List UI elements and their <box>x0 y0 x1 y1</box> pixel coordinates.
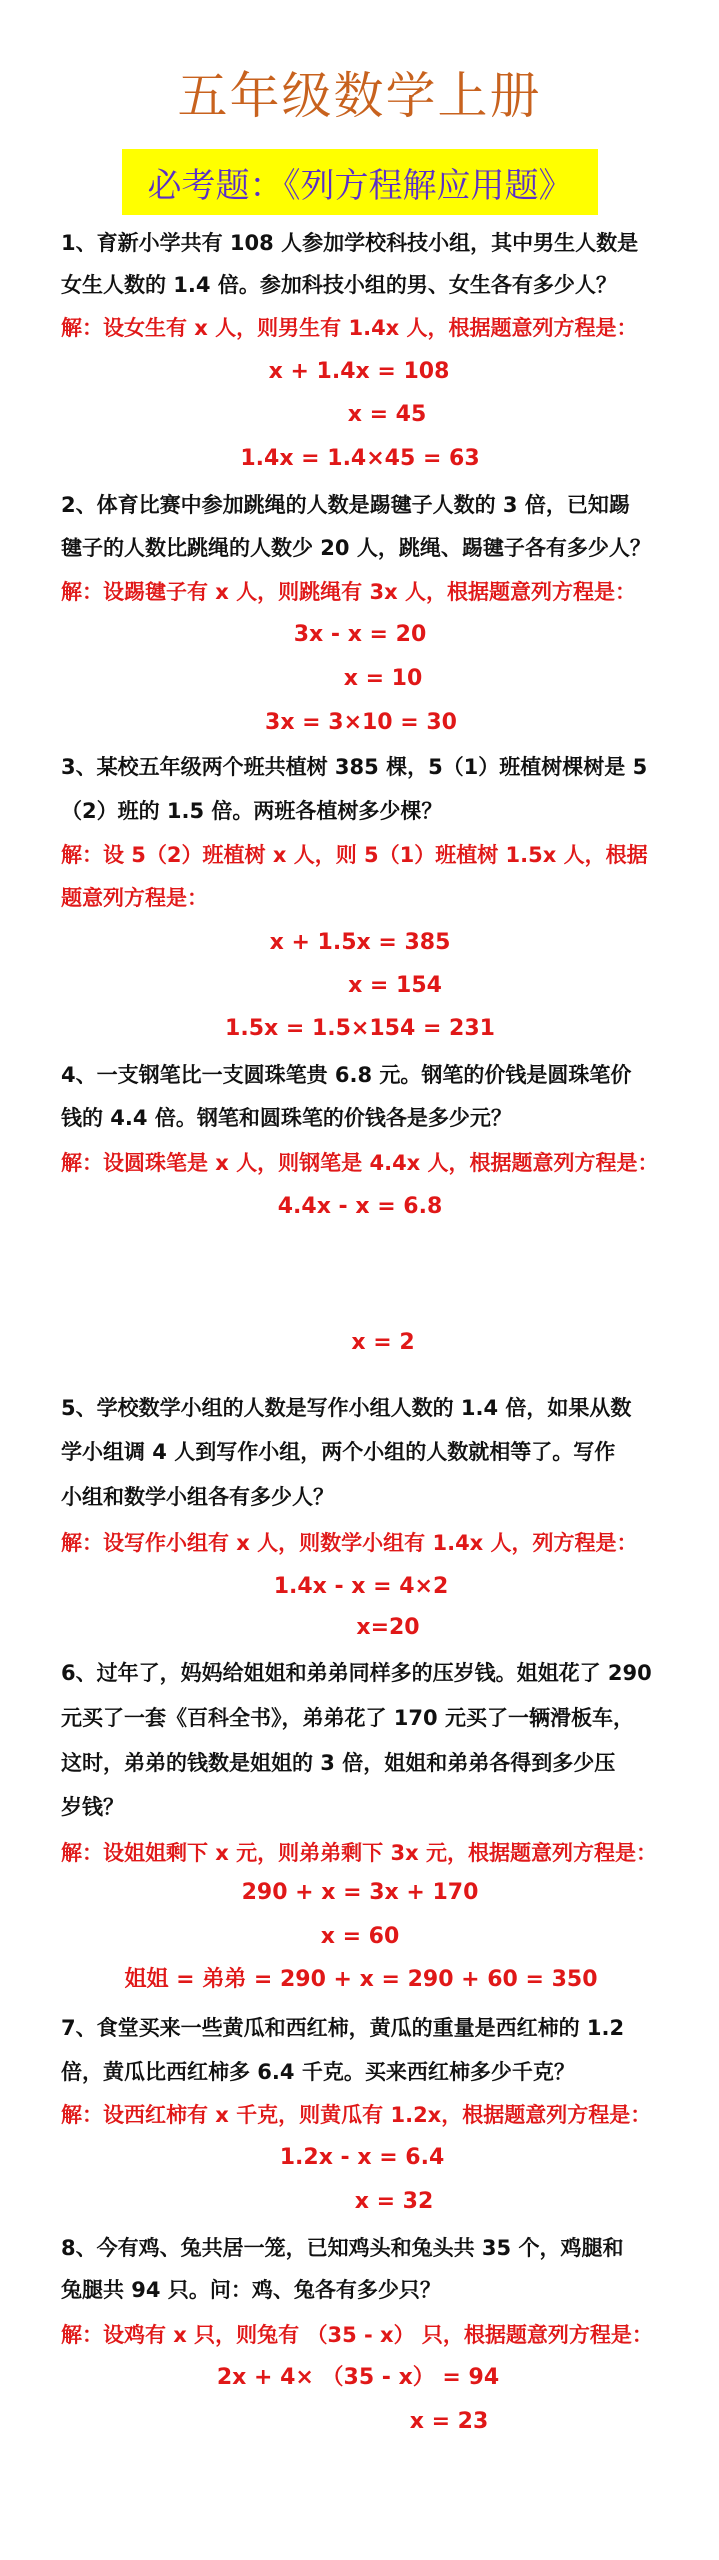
question-line: 钱的 4.4 倍。钢笔和圆珠笔的价钱各是多少元？ <box>61 1106 512 1130</box>
equation: 姐姐 = 弟弟 = 290 + x = 290 + 60 = 350 <box>124 1967 598 1992</box>
question-line: 5、学校数学小组的人数是写作小组人数的 1.4 倍，如果从数 <box>61 1396 632 1420</box>
equation: 2x + 4× （35 - x） = 94 <box>216 2365 500 2390</box>
question-line: （2）班的 1.5 倍。两班各植树多少棵？ <box>61 799 443 823</box>
equation: 1.2x - x = 6.4 <box>279 2145 445 2170</box>
equation: x = 10 <box>343 666 423 691</box>
question-line: 女生人数的 1.4 倍。参加科技小组的男、女生各有多少人？ <box>61 273 617 297</box>
question-line: 元买了一套《百科全书》，弟弟花了 170 元买了一辆滑板车， <box>61 1706 634 1730</box>
question-line: 6、过年了，妈妈给姐姐和弟弟同样多的压岁钱。姐姐花了 290 <box>61 1661 652 1685</box>
solution-line: 解：设圆珠笔是 x 人，则钢笔是 4.4x 人，根据题意列方程是： <box>61 1151 659 1175</box>
subtitle-banner <box>122 149 598 215</box>
equation: 1.4x - x = 4×2 <box>273 1574 449 1599</box>
solution-line: 解：设女生有 x 人，则男生有 1.4x 人，根据题意列方程是： <box>61 316 638 340</box>
question-line: 倍，黄瓜比西红柿多 6.4 千克。买来西红柿多少千克？ <box>61 2060 575 2084</box>
question-line: 这时，弟弟的钱数是姐姐的 3 倍，姐姐和弟弟各得到多少压 <box>61 1751 616 1775</box>
equation: x = 32 <box>354 2189 434 2214</box>
page-title: 五年级数学上册 <box>177 67 542 125</box>
question-line: 3、某校五年级两个班共植树 385 棵，5（1）班植树棵树是 5 <box>61 755 648 779</box>
solution-line: 题意列方程是： <box>61 886 208 910</box>
question-line: 1、育新小学共有 108 人参加学校科技小组，其中男生人数是 <box>61 231 639 255</box>
subtitle-text: 必考题：《列方程解应用题》 <box>147 165 573 206</box>
equation: 3x = 3×10 = 30 <box>265 710 457 735</box>
equation: 1.5x = 1.5×154 = 231 <box>225 1016 495 1041</box>
solution-line: 解：设踢毽子有 x 人，则跳绳有 3x 人，根据题意列方程是： <box>61 580 636 604</box>
equation: x = 23 <box>409 2409 489 2434</box>
equation: x = 60 <box>320 1924 400 1949</box>
question-line: 4、一支钢笔比一支圆珠笔贵 6.8 元。钢笔的价钱是圆珠笔价 <box>61 1063 632 1087</box>
equation: x = 2 <box>351 1330 415 1355</box>
question-line: 7、食堂买来一些黄瓜和西红柿，黄瓜的重量是西红柿的 1.2 <box>61 2016 625 2040</box>
question-line: 兔腿共 94 只。问：鸡、兔各有多少只？ <box>61 2278 441 2302</box>
question-line: 学小组调 4 人到写作小组，两个小组的人数就相等了。写作 <box>61 1440 616 1464</box>
equation: x = 45 <box>347 402 427 427</box>
question-line: 毽子的人数比跳绳的人数少 20 人，跳绳、踢毽子各有多少人？ <box>61 536 651 560</box>
equation: 3x - x = 20 <box>293 622 427 647</box>
solution-line: 解：设西红柿有 x 千克，则黄瓜有 1.2x，根据题意列方程是： <box>61 2103 652 2127</box>
solution-line: 解：设写作小组有 x 人，则数学小组有 1.4x 人，列方程是： <box>61 1531 638 1555</box>
question-line: 岁钱？ <box>61 1795 124 1819</box>
equation: 290 + x = 3x + 170 <box>241 1880 479 1905</box>
solution-line: 解：设姐姐剩下 x 元，则弟弟剩下 3x 元，根据题意列方程是： <box>61 1841 657 1865</box>
solution-line: 解：设 5（2）班植树 x 人，则 5（1）班植树 1.5x 人，根据 <box>61 843 648 867</box>
equation: x + 1.4x = 108 <box>268 359 450 384</box>
equation: 1.4x = 1.4×45 = 63 <box>240 446 480 471</box>
solution-line: 解：设鸡有 x 只，则兔有 （35 - x） 只，根据题意列方程是： <box>61 2323 653 2347</box>
question-line: 8、今有鸡、兔共居一笼，已知鸡头和兔头共 35 个，鸡腿和 <box>61 2236 624 2260</box>
equation: x=20 <box>356 1615 420 1640</box>
equation: x = 154 <box>348 973 442 998</box>
question-line: 小组和数学小组各有多少人？ <box>61 1485 334 1509</box>
equation: 4.4x - x = 6.8 <box>277 1194 443 1219</box>
equation: x + 1.5x = 385 <box>269 930 451 955</box>
question-line: 2、体育比赛中参加跳绳的人数是踢毽子人数的 3 倍，已知踢 <box>61 493 630 517</box>
